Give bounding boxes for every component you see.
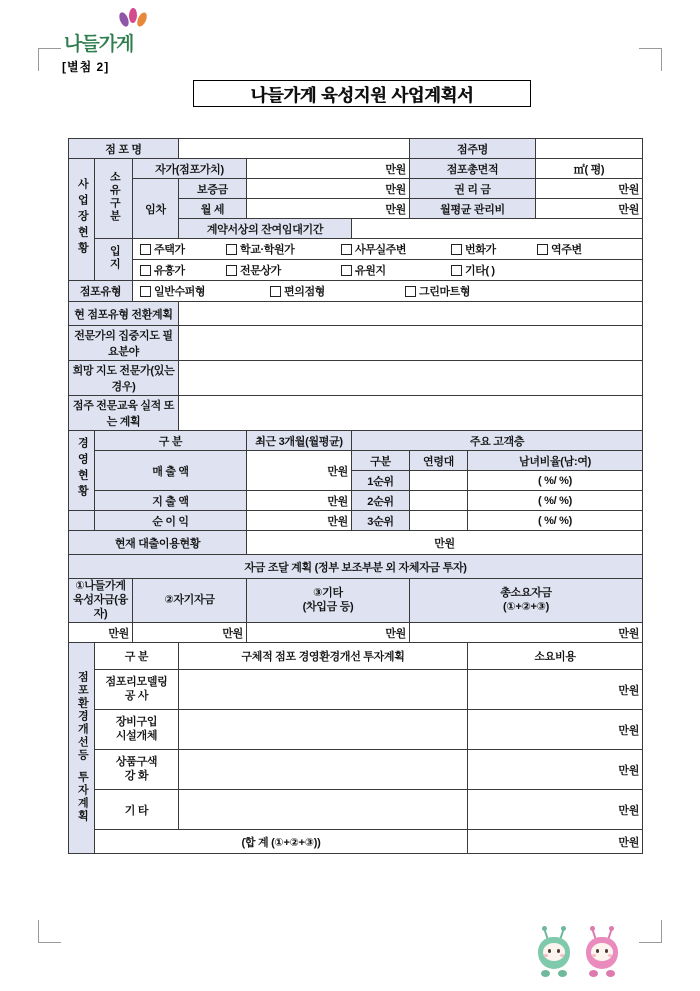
customer-rank-2-ratio[interactable]: ( %/ %) — [468, 491, 643, 511]
checkbox-item-specialty-mall[interactable]: 전문상가 — [226, 262, 341, 278]
mascot-characters — [530, 921, 642, 977]
checkbox-icon[interactable] — [451, 244, 462, 255]
net-profit-unit[interactable]: 만원 — [247, 511, 352, 531]
funding-col-other: ③기타 (차입금 등) — [247, 579, 410, 623]
customer-col-age: 연령대 — [410, 451, 468, 471]
checkbox-item-residential[interactable]: 주택가 — [140, 241, 226, 257]
corner-mark-bottom-left — [38, 920, 61, 943]
store-name-value[interactable] — [179, 139, 410, 159]
sales-label: 매 출 액 — [95, 451, 247, 491]
owner-name-value[interactable] — [536, 139, 643, 159]
table-row-investment-headers — [69, 643, 643, 670]
monthly-rent-label: 월 세 — [179, 199, 247, 219]
total-area-label: 점포총면적 — [410, 159, 536, 179]
lease-group-label: 임차 — [133, 179, 179, 239]
customer-rank-3-age[interactable] — [410, 511, 468, 531]
table-row-funding-values — [69, 623, 643, 643]
logo-petal-orange-icon — [135, 11, 148, 28]
checkbox-item-downtown[interactable]: 번화가 — [451, 241, 537, 257]
customer-rank-1-label: 1순위 — [352, 471, 410, 491]
mascot-green-icon — [532, 925, 576, 977]
net-profit-label: 순 이 익 — [95, 511, 247, 531]
attachment-label: [별첨 2] — [62, 60, 110, 74]
funding-col-nadlegage: ①나들가게 육성자금(융자) — [69, 579, 133, 623]
investment-total-value[interactable]: 만원 — [468, 830, 643, 854]
logo-petal-pink-icon — [129, 8, 138, 23]
deposit-label: 보증금 — [179, 179, 247, 199]
checkbox-item-school[interactable]: 학교·학원가 — [226, 241, 341, 257]
investment-plan-remodeling[interactable] — [179, 670, 468, 710]
table-row-location-1 — [69, 239, 643, 260]
conversion-plan-value[interactable] — [179, 302, 643, 326]
checkbox-icon[interactable] — [341, 244, 352, 255]
table-row-investment-total — [69, 830, 643, 854]
mascot-pink-icon — [580, 925, 624, 977]
checkbox-item-green-mart[interactable]: 그린마트형 — [405, 283, 470, 299]
investment-col-division: 구 분 — [95, 643, 179, 670]
checkbox-item-convenience[interactable]: 편의점형 — [270, 283, 405, 299]
funding-col-own-capital: ②자기자금 — [133, 579, 247, 623]
checkbox-icon[interactable] — [451, 265, 462, 276]
customer-rank-2-age[interactable] — [410, 491, 468, 511]
checkbox-icon[interactable] — [140, 265, 151, 276]
table-row-location-2 — [69, 260, 643, 281]
corner-mark-bottom-right — [639, 920, 662, 943]
table-row-investment-remodeling — [69, 670, 643, 710]
loan-status-unit[interactable]: 만원 — [247, 531, 643, 555]
table-row-store-name — [69, 139, 643, 159]
checkbox-item-station[interactable]: 역주변 — [537, 241, 582, 257]
investment-plan-equipment[interactable] — [179, 710, 468, 750]
expert-focus-area-label: 전문가의 집중지도 필요분야 — [69, 326, 179, 361]
document-title-box — [193, 80, 531, 107]
section-label-location: 입지 — [95, 239, 133, 281]
investment-total-label: (합 계 (①+②+③)) — [95, 830, 468, 854]
table-row-investment-product-mix — [69, 750, 643, 790]
conversion-plan-label: 현 점포유형 전환계획 — [69, 302, 179, 326]
store-type-options — [133, 281, 643, 302]
checkbox-item-resort[interactable]: 유원지 — [341, 262, 451, 278]
store-type-label: 점포유형 — [69, 281, 133, 302]
avg-mgmt-fee-label: 월평균 관리비 — [410, 199, 536, 219]
table-row-owner-training — [69, 396, 643, 431]
table-row-deposit — [69, 179, 643, 199]
investment-label-equipment: 장비구입 시설개체 — [95, 710, 179, 750]
corner-mark-top-left — [38, 48, 61, 71]
expense-unit[interactable]: 만원 — [247, 491, 352, 511]
table-row-funding-headers — [69, 579, 643, 623]
investment-label-product-mix: 상품구색 강 화 — [95, 750, 179, 790]
funding-value-nadlegage[interactable]: 만원 — [69, 623, 133, 643]
store-name-label: 점 포 명 — [69, 139, 179, 159]
funding-section-title: 자금 조달 계획 (정부 보조부분 외 자체자금 투자) — [69, 555, 643, 579]
premium-unit[interactable]: 만원 — [536, 179, 643, 199]
table-row-expert-focus-area — [69, 326, 643, 361]
avg-mgmt-fee-unit[interactable]: 만원 — [536, 199, 643, 219]
remaining-lease-value[interactable] — [352, 219, 643, 239]
checkbox-icon[interactable] — [537, 244, 548, 255]
expert-focus-area-value[interactable] — [179, 326, 643, 361]
funding-value-other[interactable]: 만원 — [247, 623, 410, 643]
table-row-funding-title — [69, 555, 643, 579]
management-recent3-header: 최근 3개월(월평균) — [247, 431, 352, 451]
logo-text: 나들가게 — [64, 33, 134, 55]
table-row-investment-equipment — [69, 710, 643, 750]
customer-rank-1-age[interactable] — [410, 471, 468, 491]
checkbox-item-general-super[interactable]: 일반수퍼형 — [140, 283, 270, 299]
own-store-value-label: 자가(점포가치) — [133, 159, 247, 179]
section-label-investment-plan: 점포환경개선등 투자계획 — [69, 643, 95, 854]
investment-label-other: 기 타 — [95, 790, 179, 830]
investment-plan-product-mix[interactable] — [179, 750, 468, 790]
customer-rank-3-label: 3순위 — [352, 511, 410, 531]
customer-col-gender-ratio: 남녀비율(남:여) — [468, 451, 643, 471]
section-label-management-status: 경영현황 — [69, 431, 95, 511]
owner-training-value[interactable] — [179, 396, 643, 431]
section-label-business-status: 사업장현황 — [69, 159, 95, 281]
funding-value-total[interactable]: 만원 — [410, 623, 643, 643]
checkbox-icon[interactable] — [226, 265, 237, 276]
checkbox-icon[interactable] — [140, 286, 151, 297]
customer-rank-3-ratio[interactable]: ( %/ %) — [468, 511, 643, 531]
form-table — [68, 138, 643, 854]
sales-unit[interactable]: 만원 — [247, 451, 352, 491]
brand-logo — [64, 6, 174, 58]
investment-cost-equipment[interactable]: 만원 — [468, 710, 643, 750]
table-row-investment-other — [69, 790, 643, 830]
investment-cost-other[interactable]: 만원 — [468, 790, 643, 830]
checkbox-icon[interactable] — [140, 244, 151, 255]
page-title: 나들가게 육성지원 사업계획서 — [250, 86, 474, 105]
customer-col-division: 구분 — [352, 451, 410, 471]
investment-col-cost: 소요비용 — [468, 643, 643, 670]
table-row-conversion-plan — [69, 302, 643, 326]
customer-rank-2-label: 2순위 — [352, 491, 410, 511]
checkbox-item-entertainment[interactable]: 유흥가 — [140, 262, 226, 278]
deposit-unit[interactable]: 만원 — [247, 179, 410, 199]
checkbox-item-other-location[interactable]: 기타( ) — [451, 262, 495, 278]
table-row-management-header — [69, 431, 643, 451]
checkbox-item-office[interactable]: 사무실주변 — [341, 241, 451, 257]
total-area-unit[interactable]: ㎡( 평) — [536, 159, 643, 179]
location-options-row-1 — [133, 239, 643, 260]
expense-label: 지 출 액 — [95, 491, 247, 511]
monthly-rent-unit[interactable]: 만원 — [247, 199, 410, 219]
remaining-lease-label: 계약서상의 잔여임대기간 — [179, 219, 352, 239]
checkbox-icon[interactable] — [226, 244, 237, 255]
table-row-store-type — [69, 281, 643, 302]
investment-label-remodeling: 점포리모델링 공 사 — [95, 670, 179, 710]
customer-rank-1-ratio[interactable]: ( %/ %) — [468, 471, 643, 491]
own-store-value-unit[interactable]: 만원 — [247, 159, 410, 179]
investment-cost-remodeling[interactable]: 만원 — [468, 670, 643, 710]
owner-name-label: 점주명 — [410, 139, 536, 159]
investment-col-plan: 구체적 점포 경영환경개선 투자계획 — [179, 643, 468, 670]
loan-status-label: 현재 대출이용현황 — [69, 531, 247, 555]
table-row-net-profit — [69, 511, 643, 531]
funding-value-own-capital[interactable]: 만원 — [133, 623, 247, 643]
business-plan-form — [68, 138, 642, 854]
table-row-sales — [69, 451, 643, 471]
table-row-expense — [69, 491, 643, 511]
desired-expert-label: 희망 지도 전문가(있는 경우) — [69, 361, 179, 396]
checkbox-icon[interactable] — [341, 265, 352, 276]
corner-mark-top-right — [639, 48, 662, 71]
main-customers-header: 주요 고객층 — [352, 431, 643, 451]
premium-label: 권 리 금 — [410, 179, 536, 199]
table-row-desired-expert — [69, 361, 643, 396]
investment-cost-product-mix[interactable]: 만원 — [468, 750, 643, 790]
checkbox-icon[interactable] — [405, 286, 416, 297]
location-options-row-2 — [133, 260, 643, 281]
table-row-loan-status — [69, 531, 643, 555]
section-label-management-status-cont — [69, 511, 95, 531]
table-row-own-value — [69, 159, 643, 179]
management-division-header: 구 분 — [95, 431, 247, 451]
checkbox-icon[interactable] — [270, 286, 281, 297]
section-label-ownership: 소유구분 — [95, 159, 133, 239]
desired-expert-value[interactable] — [179, 361, 643, 396]
funding-col-total: 총소요자금 (①+②+③) — [410, 579, 643, 623]
owner-training-label: 점주 전문교육 실적 또는 계획 — [69, 396, 179, 431]
investment-plan-other[interactable] — [179, 790, 468, 830]
